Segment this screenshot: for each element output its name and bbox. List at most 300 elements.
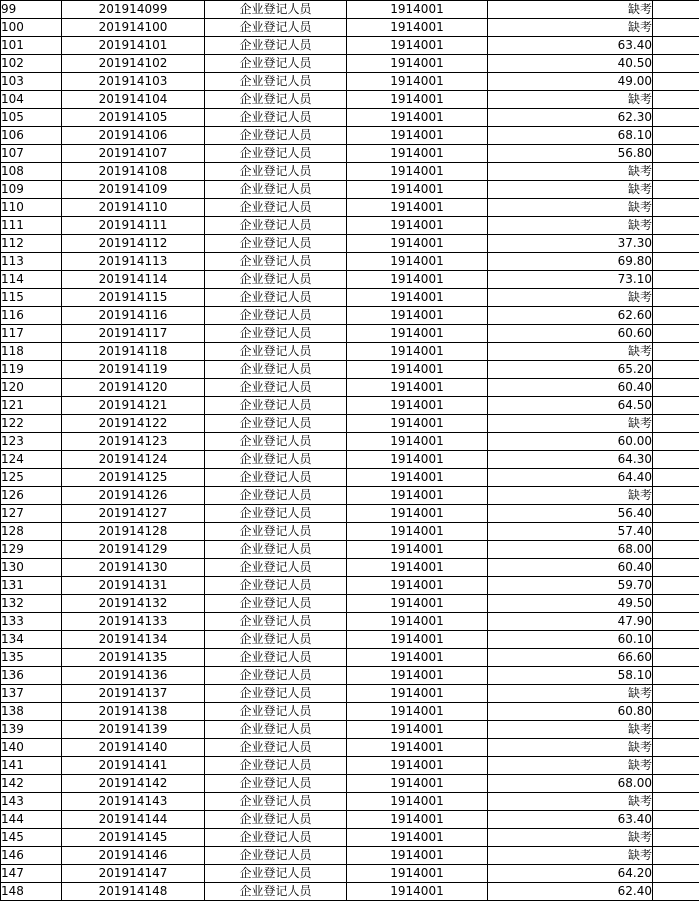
position-cell: 企业登记人员 <box>205 685 347 703</box>
table-row <box>1 757 699 775</box>
row-number-cell: 109 <box>1 181 62 199</box>
score-cell: 40.50 <box>488 55 653 73</box>
position-code-cell: 1914001 <box>347 775 488 793</box>
table-row <box>1 91 699 109</box>
table-row <box>1 685 699 703</box>
score-cell: 65.20 <box>488 361 653 379</box>
position-cell: 企业登记人员 <box>205 289 347 307</box>
position-cell: 企业登记人员 <box>205 127 347 145</box>
position-cell: 企业登记人员 <box>205 181 347 199</box>
exam-id-cell: 201914143 <box>62 793 205 811</box>
row-number-cell: 131 <box>1 577 62 595</box>
exam-id-cell: 201914111 <box>62 217 205 235</box>
position-cell: 企业登记人员 <box>205 667 347 685</box>
remark-cell <box>653 271 699 289</box>
exam-id-cell: 201914113 <box>62 253 205 271</box>
remark-cell <box>653 595 699 613</box>
row-number-cell: 126 <box>1 487 62 505</box>
score-cell: 60.80 <box>488 703 653 721</box>
exam-id-cell: 201914110 <box>62 199 205 217</box>
position-cell: 企业登记人员 <box>205 775 347 793</box>
position-cell: 企业登记人员 <box>205 469 347 487</box>
table-row <box>1 577 699 595</box>
position-cell: 企业登记人员 <box>205 361 347 379</box>
table-row <box>1 343 699 361</box>
score-cell: 62.60 <box>488 307 653 325</box>
position-cell: 企业登记人员 <box>205 55 347 73</box>
table-row <box>1 451 699 469</box>
table-row <box>1 415 699 433</box>
table-row <box>1 505 699 523</box>
position-code-cell: 1914001 <box>347 37 488 55</box>
position-cell: 企业登记人员 <box>205 1 347 19</box>
remark-cell <box>653 775 699 793</box>
row-number-cell: 124 <box>1 451 62 469</box>
exam-id-cell: 201914126 <box>62 487 205 505</box>
score-cell: 59.70 <box>488 577 653 595</box>
score-cell: 缺考 <box>488 1 653 19</box>
table-row <box>1 847 699 865</box>
exam-id-cell: 201914134 <box>62 631 205 649</box>
position-code-cell: 1914001 <box>347 109 488 127</box>
position-cell: 企业登记人员 <box>205 631 347 649</box>
score-cell: 60.60 <box>488 325 653 343</box>
table-row <box>1 721 699 739</box>
exam-id-cell: 201914103 <box>62 73 205 91</box>
score-cell: 缺考 <box>488 829 653 847</box>
position-code-cell: 1914001 <box>347 253 488 271</box>
position-code-cell: 1914001 <box>347 163 488 181</box>
position-code-cell: 1914001 <box>347 523 488 541</box>
position-code-cell: 1914001 <box>347 505 488 523</box>
remark-cell <box>653 487 699 505</box>
row-number-cell: 113 <box>1 253 62 271</box>
position-cell: 企业登记人员 <box>205 37 347 55</box>
remark-cell <box>653 703 699 721</box>
position-cell: 企业登记人员 <box>205 883 347 901</box>
position-code-cell: 1914001 <box>347 865 488 883</box>
row-number-cell: 140 <box>1 739 62 757</box>
remark-cell <box>653 505 699 523</box>
position-code-cell: 1914001 <box>347 847 488 865</box>
row-number-cell: 127 <box>1 505 62 523</box>
exam-id-cell: 201914125 <box>62 469 205 487</box>
exam-id-cell: 201914117 <box>62 325 205 343</box>
table-row <box>1 307 699 325</box>
position-code-cell: 1914001 <box>347 55 488 73</box>
score-cell: 64.20 <box>488 865 653 883</box>
remark-cell <box>653 127 699 145</box>
position-cell: 企业登记人员 <box>205 397 347 415</box>
remark-cell <box>653 1 699 19</box>
exam-id-cell: 201914148 <box>62 883 205 901</box>
score-cell: 缺考 <box>488 289 653 307</box>
position-cell: 企业登记人员 <box>205 19 347 37</box>
table-row <box>1 811 699 829</box>
row-number-cell: 128 <box>1 523 62 541</box>
position-cell: 企业登记人员 <box>205 343 347 361</box>
score-cell: 68.00 <box>488 541 653 559</box>
position-code-cell: 1914001 <box>347 289 488 307</box>
table-row <box>1 523 699 541</box>
exam-id-cell: 201914138 <box>62 703 205 721</box>
position-cell: 企业登记人员 <box>205 865 347 883</box>
row-number-cell: 146 <box>1 847 62 865</box>
remark-cell <box>653 811 699 829</box>
exam-id-cell: 201914120 <box>62 379 205 397</box>
score-cell: 60.40 <box>488 559 653 577</box>
remark-cell <box>653 559 699 577</box>
table-row <box>1 379 699 397</box>
position-cell: 企业登记人员 <box>205 595 347 613</box>
position-cell: 企业登记人员 <box>205 91 347 109</box>
score-cell: 63.40 <box>488 811 653 829</box>
position-code-cell: 1914001 <box>347 199 488 217</box>
row-number-cell: 139 <box>1 721 62 739</box>
position-cell: 企业登记人员 <box>205 415 347 433</box>
position-code-cell: 1914001 <box>347 307 488 325</box>
exam-id-cell: 201914140 <box>62 739 205 757</box>
position-code-cell: 1914001 <box>347 577 488 595</box>
position-code-cell: 1914001 <box>347 73 488 91</box>
row-number-cell: 129 <box>1 541 62 559</box>
position-cell: 企业登记人员 <box>205 217 347 235</box>
position-cell: 企业登记人员 <box>205 523 347 541</box>
score-cell: 缺考 <box>488 739 653 757</box>
table-row <box>1 397 699 415</box>
score-cell: 56.40 <box>488 505 653 523</box>
score-cell: 60.40 <box>488 379 653 397</box>
exam-id-cell: 201914109 <box>62 181 205 199</box>
exam-id-cell: 201914145 <box>62 829 205 847</box>
remark-cell <box>653 883 699 901</box>
exam-id-cell: 201914128 <box>62 523 205 541</box>
row-number-cell: 134 <box>1 631 62 649</box>
score-cell: 60.00 <box>488 433 653 451</box>
position-code-cell: 1914001 <box>347 397 488 415</box>
row-number-cell: 130 <box>1 559 62 577</box>
table-row <box>1 829 699 847</box>
position-cell: 企业登记人员 <box>205 253 347 271</box>
position-code-cell: 1914001 <box>347 721 488 739</box>
position-cell: 企业登记人员 <box>205 577 347 595</box>
position-code-cell: 1914001 <box>347 181 488 199</box>
score-cell: 缺考 <box>488 415 653 433</box>
position-cell: 企业登记人员 <box>205 721 347 739</box>
table-row <box>1 37 699 55</box>
position-code-cell: 1914001 <box>347 757 488 775</box>
table-row <box>1 487 699 505</box>
table-row <box>1 703 699 721</box>
score-cell: 64.30 <box>488 451 653 469</box>
position-code-cell: 1914001 <box>347 595 488 613</box>
position-code-cell: 1914001 <box>347 127 488 145</box>
row-number-cell: 105 <box>1 109 62 127</box>
position-code-cell: 1914001 <box>347 1 488 19</box>
position-code-cell: 1914001 <box>347 235 488 253</box>
row-number-cell: 143 <box>1 793 62 811</box>
position-code-cell: 1914001 <box>347 433 488 451</box>
remark-cell <box>653 289 699 307</box>
remark-cell <box>653 451 699 469</box>
row-number-cell: 142 <box>1 775 62 793</box>
exam-id-cell: 201914139 <box>62 721 205 739</box>
position-code-cell: 1914001 <box>347 613 488 631</box>
remark-cell <box>653 307 699 325</box>
exam-id-cell: 201914146 <box>62 847 205 865</box>
row-number-cell: 120 <box>1 379 62 397</box>
exam-id-cell: 201914106 <box>62 127 205 145</box>
exam-id-cell: 201914141 <box>62 757 205 775</box>
row-number-cell: 122 <box>1 415 62 433</box>
position-cell: 企业登记人员 <box>205 235 347 253</box>
position-cell: 企业登记人员 <box>205 811 347 829</box>
exam-id-cell: 201914130 <box>62 559 205 577</box>
remark-cell <box>653 847 699 865</box>
remark-cell <box>653 433 699 451</box>
table-row <box>1 1 699 19</box>
table-row <box>1 361 699 379</box>
position-code-cell: 1914001 <box>347 667 488 685</box>
table-row <box>1 127 699 145</box>
position-code-cell: 1914001 <box>347 685 488 703</box>
position-code-cell: 1914001 <box>347 91 488 109</box>
score-cell: 69.80 <box>488 253 653 271</box>
exam-id-cell: 201914147 <box>62 865 205 883</box>
remark-cell <box>653 145 699 163</box>
row-number-cell: 147 <box>1 865 62 883</box>
table-row <box>1 55 699 73</box>
exam-id-cell: 201914105 <box>62 109 205 127</box>
row-number-cell: 133 <box>1 613 62 631</box>
table-row <box>1 541 699 559</box>
row-number-cell: 111 <box>1 217 62 235</box>
position-code-cell: 1914001 <box>347 145 488 163</box>
remark-cell <box>653 613 699 631</box>
remark-cell <box>653 469 699 487</box>
remark-cell <box>653 685 699 703</box>
position-cell: 企业登记人员 <box>205 451 347 469</box>
exam-id-cell: 201914144 <box>62 811 205 829</box>
row-number-cell: 110 <box>1 199 62 217</box>
position-code-cell: 1914001 <box>347 559 488 577</box>
position-cell: 企业登记人员 <box>205 505 347 523</box>
remark-cell <box>653 343 699 361</box>
table-row <box>1 253 699 271</box>
score-cell: 缺考 <box>488 847 653 865</box>
remark-cell <box>653 397 699 415</box>
exam-id-cell: 201914102 <box>62 55 205 73</box>
position-cell: 企业登记人员 <box>205 793 347 811</box>
row-number-cell: 108 <box>1 163 62 181</box>
row-number-cell: 112 <box>1 235 62 253</box>
position-cell: 企业登记人员 <box>205 379 347 397</box>
score-cell: 64.50 <box>488 397 653 415</box>
row-number-cell: 135 <box>1 649 62 667</box>
position-code-cell: 1914001 <box>347 451 488 469</box>
score-cell: 63.40 <box>488 37 653 55</box>
position-code-cell: 1914001 <box>347 415 488 433</box>
position-cell: 企业登记人员 <box>205 109 347 127</box>
row-number-cell: 145 <box>1 829 62 847</box>
exam-id-cell: 201914132 <box>62 595 205 613</box>
position-code-cell: 1914001 <box>347 811 488 829</box>
position-code-cell: 1914001 <box>347 631 488 649</box>
table-row <box>1 739 699 757</box>
row-number-cell: 132 <box>1 595 62 613</box>
score-cell: 缺考 <box>488 19 653 37</box>
position-code-cell: 1914001 <box>347 793 488 811</box>
remark-cell <box>653 631 699 649</box>
remark-cell <box>653 415 699 433</box>
position-code-cell: 1914001 <box>347 487 488 505</box>
exam-id-cell: 201914099 <box>62 1 205 19</box>
row-number-cell: 104 <box>1 91 62 109</box>
position-cell: 企业登记人员 <box>205 307 347 325</box>
score-cell: 缺考 <box>488 181 653 199</box>
row-number-cell: 118 <box>1 343 62 361</box>
score-cell: 缺考 <box>488 757 653 775</box>
position-cell: 企业登记人员 <box>205 559 347 577</box>
score-cell: 37.30 <box>488 235 653 253</box>
remark-cell <box>653 199 699 217</box>
position-cell: 企业登记人员 <box>205 325 347 343</box>
position-cell: 企业登记人员 <box>205 73 347 91</box>
row-number-cell: 106 <box>1 127 62 145</box>
position-cell: 企业登记人员 <box>205 829 347 847</box>
remark-cell <box>653 37 699 55</box>
table-row <box>1 145 699 163</box>
score-cell: 缺考 <box>488 163 653 181</box>
table-row <box>1 649 699 667</box>
table-row <box>1 865 699 883</box>
exam-id-cell: 201914108 <box>62 163 205 181</box>
table-row <box>1 271 699 289</box>
remark-cell <box>653 721 699 739</box>
position-code-cell: 1914001 <box>347 469 488 487</box>
exam-id-cell: 201914115 <box>62 289 205 307</box>
row-number-cell: 103 <box>1 73 62 91</box>
row-number-cell: 141 <box>1 757 62 775</box>
table-row <box>1 325 699 343</box>
row-number-cell: 136 <box>1 667 62 685</box>
exam-id-cell: 201914121 <box>62 397 205 415</box>
row-number-cell: 116 <box>1 307 62 325</box>
exam-id-cell: 201914100 <box>62 19 205 37</box>
score-cell: 缺考 <box>488 721 653 739</box>
exam-id-cell: 201914129 <box>62 541 205 559</box>
row-number-cell: 121 <box>1 397 62 415</box>
score-cell: 62.40 <box>488 883 653 901</box>
remark-cell <box>653 757 699 775</box>
position-cell: 企业登记人员 <box>205 757 347 775</box>
position-code-cell: 1914001 <box>347 343 488 361</box>
row-number-cell: 138 <box>1 703 62 721</box>
table-row <box>1 667 699 685</box>
table-row <box>1 469 699 487</box>
score-cell: 64.40 <box>488 469 653 487</box>
remark-cell <box>653 379 699 397</box>
table-row <box>1 775 699 793</box>
exam-id-cell: 201914137 <box>62 685 205 703</box>
position-code-cell: 1914001 <box>347 271 488 289</box>
exam-id-cell: 201914114 <box>62 271 205 289</box>
position-cell: 企业登记人员 <box>205 487 347 505</box>
exam-id-cell: 201914119 <box>62 361 205 379</box>
exam-id-cell: 201914133 <box>62 613 205 631</box>
table-row <box>1 181 699 199</box>
row-number-cell: 99 <box>1 1 62 19</box>
score-cell: 49.50 <box>488 595 653 613</box>
position-code-cell: 1914001 <box>347 379 488 397</box>
row-number-cell: 101 <box>1 37 62 55</box>
score-cell: 73.10 <box>488 271 653 289</box>
position-cell: 企业登记人员 <box>205 613 347 631</box>
remark-cell <box>653 55 699 73</box>
table-row <box>1 199 699 217</box>
position-cell: 企业登记人员 <box>205 703 347 721</box>
remark-cell <box>653 829 699 847</box>
exam-id-cell: 201914104 <box>62 91 205 109</box>
exam-id-cell: 201914107 <box>62 145 205 163</box>
position-cell: 企业登记人员 <box>205 163 347 181</box>
table-row <box>1 235 699 253</box>
score-cell: 58.10 <box>488 667 653 685</box>
table-row <box>1 793 699 811</box>
table-row <box>1 19 699 37</box>
exam-id-cell: 201914116 <box>62 307 205 325</box>
score-cell: 缺考 <box>488 793 653 811</box>
position-cell: 企业登记人员 <box>205 145 347 163</box>
score-cell: 缺考 <box>488 685 653 703</box>
position-code-cell: 1914001 <box>347 649 488 667</box>
position-code-cell: 1914001 <box>347 703 488 721</box>
table-row <box>1 109 699 127</box>
row-number-cell: 117 <box>1 325 62 343</box>
position-cell: 企业登记人员 <box>205 433 347 451</box>
position-code-cell: 1914001 <box>347 19 488 37</box>
row-number-cell: 137 <box>1 685 62 703</box>
score-cell: 57.40 <box>488 523 653 541</box>
exam-id-cell: 201914101 <box>62 37 205 55</box>
remark-cell <box>653 235 699 253</box>
score-table-body <box>1 1 699 901</box>
score-cell: 68.10 <box>488 127 653 145</box>
score-cell: 49.00 <box>488 73 653 91</box>
exam-id-cell: 201914118 <box>62 343 205 361</box>
table-row <box>1 433 699 451</box>
remark-cell <box>653 217 699 235</box>
position-cell: 企业登记人员 <box>205 199 347 217</box>
remark-cell <box>653 163 699 181</box>
position-code-cell: 1914001 <box>347 739 488 757</box>
row-number-cell: 102 <box>1 55 62 73</box>
position-cell: 企业登记人员 <box>205 649 347 667</box>
table-row <box>1 559 699 577</box>
remark-cell <box>653 109 699 127</box>
position-code-cell: 1914001 <box>347 829 488 847</box>
table-row <box>1 631 699 649</box>
remark-cell <box>653 181 699 199</box>
exam-id-cell: 201914122 <box>62 415 205 433</box>
table-row <box>1 595 699 613</box>
exam-id-cell: 201914135 <box>62 649 205 667</box>
table-row <box>1 217 699 235</box>
row-number-cell: 119 <box>1 361 62 379</box>
score-cell: 66.60 <box>488 649 653 667</box>
exam-id-cell: 201914142 <box>62 775 205 793</box>
row-number-cell: 115 <box>1 289 62 307</box>
